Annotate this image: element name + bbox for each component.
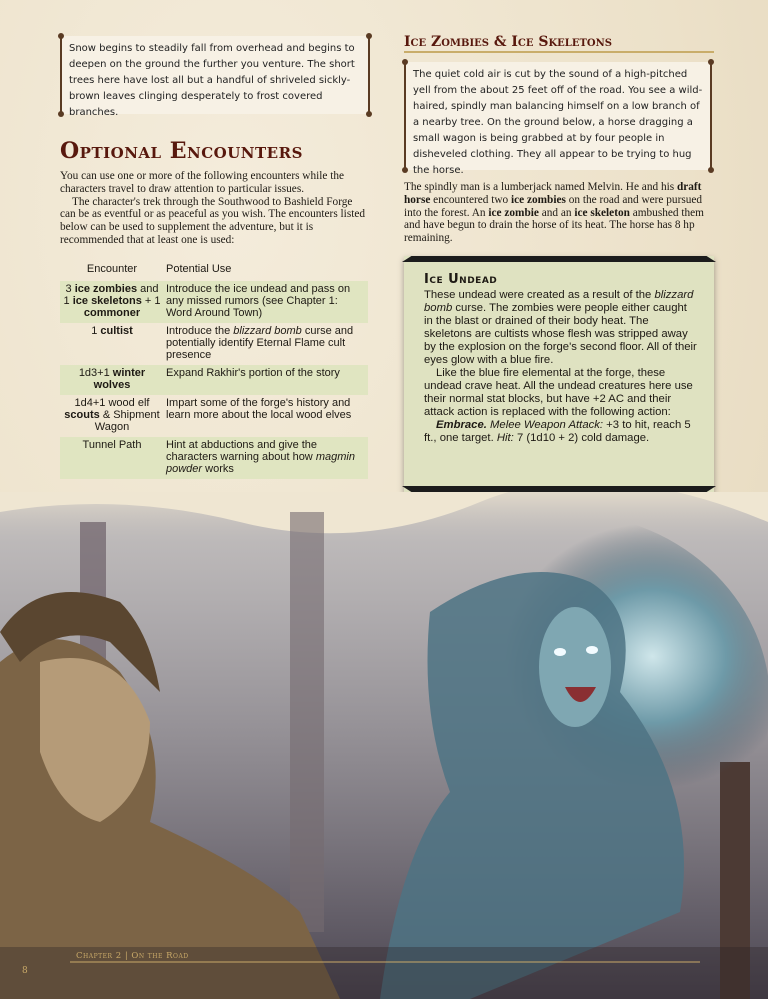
ice-zombie-artwork <box>0 492 768 999</box>
melvin-bold-ice-skeleton: ice skeleton <box>574 206 630 219</box>
intro-text <box>60 170 370 247</box>
encounter-text: 1 <box>91 325 101 337</box>
encounter-text: + 1 <box>141 295 161 307</box>
encounter-text: ice skeletons <box>72 295 142 307</box>
sidebar-p1-text-a: These undead were created as a result of the <box>424 289 655 301</box>
melvin-text-4: and an <box>538 206 575 219</box>
melvin-bold-ice-zombie: ice zombie <box>488 206 539 219</box>
chapter-footer: Chapter 2 | On the Road <box>76 951 189 961</box>
encounter-text: Tunnel Path <box>82 439 142 451</box>
encounter-cell <box>60 365 164 395</box>
encounter-text: cultist <box>100 325 133 337</box>
readaloud-snow-text: Snow begins to steadily fall from overhead and begins to deepen on the ground the further you venture. The short trees here have lost all but a handful of shriveled sickly-brown leaves clinging desperately to frost covered branches. <box>69 43 355 118</box>
potential-use-cell <box>164 437 368 479</box>
melvin-text-1: The spindly man is a lumberjack named Melvin. He and his <box>404 181 677 193</box>
encounter-text: 1d3+1 <box>78 367 113 379</box>
sidebar-p1-text-b: curse. The zombies were people either caught in the blast or drained of their body heat. The skeletons are cultists whose flesh was stripped away by the explosion on the forge's second floor. All of their eyes glow with a blue fire. <box>424 302 697 366</box>
melvin-text-2: encountered two <box>430 193 511 206</box>
encounter-table <box>60 260 368 479</box>
optional-encounters-heading: Optional Encounters <box>60 138 303 164</box>
intro-paragraph-2: The character's trek through the Southwood to Bashield Forge can be as eventful or as peaceful as you wish. The encounters listed below can be used to supplement the adventure, but it is recommended that at least one is used: <box>60 195 366 246</box>
table-row <box>60 437 368 479</box>
melvin-text-3: on the road and were pursued into the forest. An <box>404 193 703 219</box>
potential-use-text: curse and potentially identify Eternal Flame cult presence <box>166 325 354 361</box>
intro-paragraph-1: You can use one or more of the following encounters while the characters travel to draw attention to particular issues. <box>60 170 345 195</box>
potential-use-cell <box>164 395 368 437</box>
melvin-bold-ice-zombies: ice zombies <box>510 193 566 206</box>
potential-use-text: Introduce the ice undead and pass on any missed rumors (see Chapter 1: Word Around Town) <box>166 283 351 319</box>
ice-undead-sidebar <box>404 256 714 492</box>
ice-undead-heading: Ice Zombies & Ice Skeletons <box>404 34 714 53</box>
sidebar-paragraph-1 <box>424 289 698 367</box>
encounter-cell <box>60 323 164 365</box>
header-potential-use: Potential Use <box>166 263 232 275</box>
potential-use-cell <box>164 281 368 323</box>
readaloud-box-snow <box>60 36 370 118</box>
encounter-text: & Shipment Wagon <box>94 409 160 433</box>
potential-use-text: Impart some of the forge's history and learn more about the local wood elves <box>166 397 352 421</box>
sidebar-damage-text: 7 (1d10 + 2) cold damage. <box>513 432 650 444</box>
potential-use-text: magmin powder <box>166 451 355 475</box>
readaloud-ice-text: The quiet cold air is cut by the sound of a high-pitched yell from the about 25 feet off of the road. You see a wild-haired, spindly man balancing himself on a low branch of a nearby tree. On the ground below, a horse dragging a small wagon is being grabbed at by four people in disheveled clothing. They all appear to be trying to hug the horse. <box>413 69 703 176</box>
sidebar-paragraph-3 <box>424 419 698 445</box>
potential-use-cell <box>164 365 368 395</box>
table-header-row <box>60 260 368 281</box>
sidebar-embrace-label: Embrace. <box>436 419 487 431</box>
encounter-text: scouts <box>64 409 100 421</box>
sidebar-paragraph-2: Like the blue fire elemental at the forge, these undead crave heat. All the undead creatures here use their normal stat blocks, but have +2 AC and their attack action is replaced with the following action: <box>424 367 693 418</box>
page-number: 8 <box>22 966 28 976</box>
encounter-cell <box>60 395 164 437</box>
melvin-paragraph <box>404 181 714 245</box>
readaloud-box-ice <box>404 62 712 176</box>
melvin-bold-draft-horse: draft horse <box>404 181 702 206</box>
table-row <box>60 323 368 365</box>
table-row <box>60 281 368 323</box>
encounter-text: and 1 <box>63 283 159 307</box>
sidebar-attack-type: Melee Weapon Attack: <box>486 419 604 431</box>
encounter-text: commoner <box>83 307 141 319</box>
potential-use-text: works <box>202 463 234 475</box>
encounter-text: ice zombies <box>74 283 138 295</box>
sidebar-hit-label: Hit: <box>496 432 514 444</box>
sidebar-title: Ice Undead <box>424 272 498 287</box>
header-encounter: Encounter <box>86 263 138 275</box>
potential-use-text: Expand Rakhir's portion of the story <box>166 367 340 379</box>
encounter-text: winter wolves <box>93 367 146 391</box>
encounter-text: 3 <box>65 283 75 295</box>
encounter-cell <box>60 281 164 323</box>
potential-use-text: Introduce the <box>166 325 234 337</box>
table-row <box>60 365 368 395</box>
encounter-cell <box>60 437 164 479</box>
sidebar-p1-italic: blizzard bomb <box>424 289 694 314</box>
melvin-text-5: ambushed them and have begun to drain the horse of its heat. The horse has 8 hp remaining. <box>404 206 704 245</box>
potential-use-text: blizzard bomb <box>233 325 302 337</box>
table-row <box>60 395 368 437</box>
potential-use-cell <box>164 323 368 365</box>
sidebar-attack-text: +3 to hit, reach 5 ft., one target. <box>424 419 691 444</box>
encounter-text: 1d4+1 wood elf <box>74 397 150 409</box>
potential-use-text: Hint at abductions and give the characters warning about how <box>166 439 318 463</box>
